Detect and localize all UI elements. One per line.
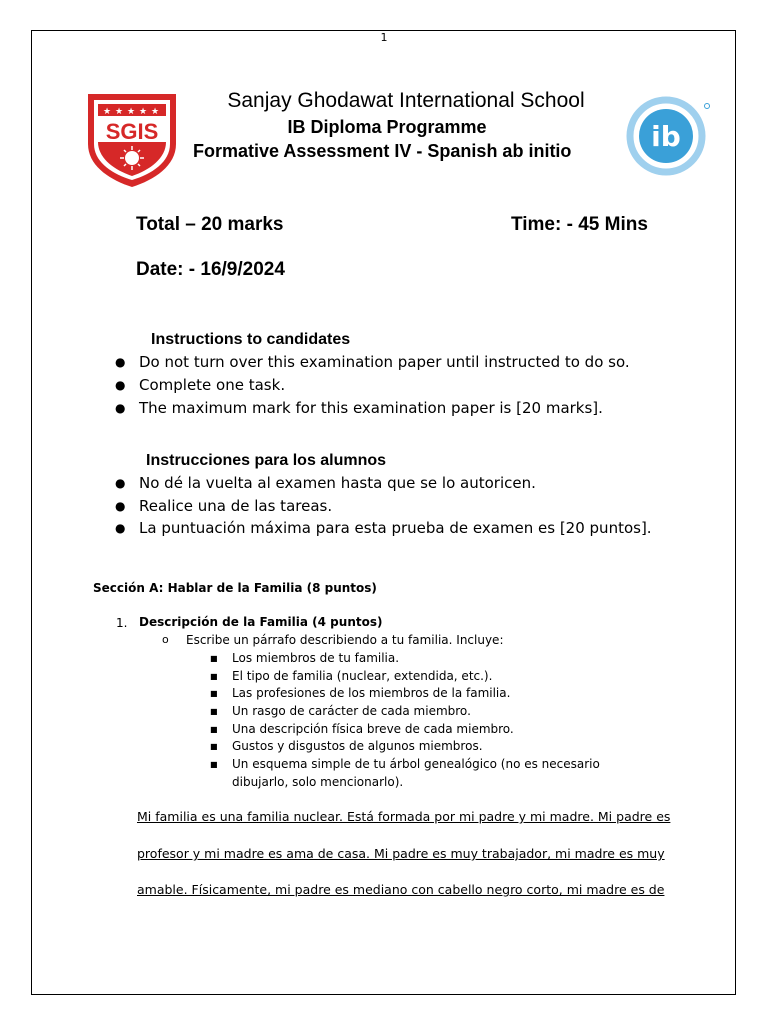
square-bullet-icon: ■ [210, 742, 218, 751]
task-point: Las profesiones de los miembros de la familia. [232, 686, 511, 700]
square-bullet-icon: ■ [210, 707, 218, 716]
task-prompt: Escribe un párrafo describiendo a tu familia. Incluye: [186, 633, 504, 647]
programme-title: IB Diploma Programme [287, 117, 487, 137]
instructions-es-heading: Instrucciones para los alumnos [146, 452, 387, 469]
task-point: Un esquema simple de tu árbol genealógico (no es necesario [232, 757, 600, 771]
bullet-icon: ● [115, 499, 126, 513]
page-number: 1 [380, 31, 388, 44]
task-point: Una descripción física breve de cada miembro. [232, 722, 514, 736]
square-bullet-icon: ■ [210, 725, 218, 734]
svg-text:★: ★ [103, 107, 112, 117]
instruction-es-item: Realice una de las tareas. [139, 497, 333, 515]
svg-text:★: ★ [127, 107, 136, 117]
instruction-en-item: Complete one task. [139, 376, 286, 394]
assessment-title: Formative Assessment IV - Spanish ab initio [193, 141, 572, 161]
answer-line: amable. Físicamente, mi padre es mediano con cabello negro corto, mi madre es de [137, 882, 665, 897]
bullet-icon: ● [115, 521, 126, 535]
svg-text:★: ★ [139, 107, 148, 117]
square-bullet-icon: ■ [210, 654, 218, 663]
square-bullet-icon: ■ [210, 760, 218, 769]
task-point: Gustos y disgustos de algunos miembros. [232, 739, 483, 753]
instruction-es-item: No dé la vuelta al examen hasta que se lo autoricen. [139, 474, 536, 492]
svg-text:★: ★ [151, 107, 160, 117]
task-point: Un rasgo de carácter de cada miembro. [232, 704, 471, 718]
school-name: Sanjay Ghodawat International School [227, 89, 585, 112]
bullet-icon: ● [115, 401, 126, 415]
instructions-en-heading: Instructions to candidates [151, 331, 351, 348]
bullet-icon: ● [115, 378, 126, 392]
svg-text:★: ★ [115, 107, 124, 117]
task-point: El tipo de familia (nuclear, extendida, etc.). [232, 669, 493, 683]
ib-logo-text: ib [651, 120, 681, 153]
instruction-en-item: The maximum mark for this examination paper is [20 marks]. [139, 399, 603, 417]
square-bullet-icon: ■ [210, 672, 218, 681]
instruction-en-item: Do not turn over this examination paper until instructed to do so. [139, 353, 630, 371]
circle-bullet-icon: o [162, 633, 169, 646]
section-a-title: Sección A: Hablar de la Familia (8 puntos) [93, 581, 377, 595]
bullet-icon: ● [115, 355, 126, 369]
ib-logo [626, 96, 712, 176]
exam-date: Date: - 16/9/2024 [136, 259, 285, 280]
answer-line: Mi familia es una familia nuclear. Está formada por mi padre y mi madre. Mi padre es [137, 809, 671, 824]
square-bullet-icon: ■ [210, 689, 218, 698]
time-limit: Time: - 45 Mins [511, 214, 648, 235]
answer-line: profesor y mi madre es ama de casa. Mi padre es muy trabajador, mi madre es muy [137, 846, 665, 861]
task-title: Descripción de la Familia (4 puntos) [139, 615, 383, 629]
sgis-logo-text: SGIS [105, 119, 159, 144]
bullet-icon: ● [115, 476, 126, 490]
instruction-es-item: La puntuación máxima para esta prueba de examen es [20 puntos]. [139, 519, 652, 537]
task-point-continued: dibujarlo, solo mencionarlo). [232, 775, 404, 789]
total-marks: Total – 20 marks [136, 214, 284, 235]
task-number: 1. [116, 616, 128, 630]
task-point: Los miembros de tu familia. [232, 651, 400, 665]
